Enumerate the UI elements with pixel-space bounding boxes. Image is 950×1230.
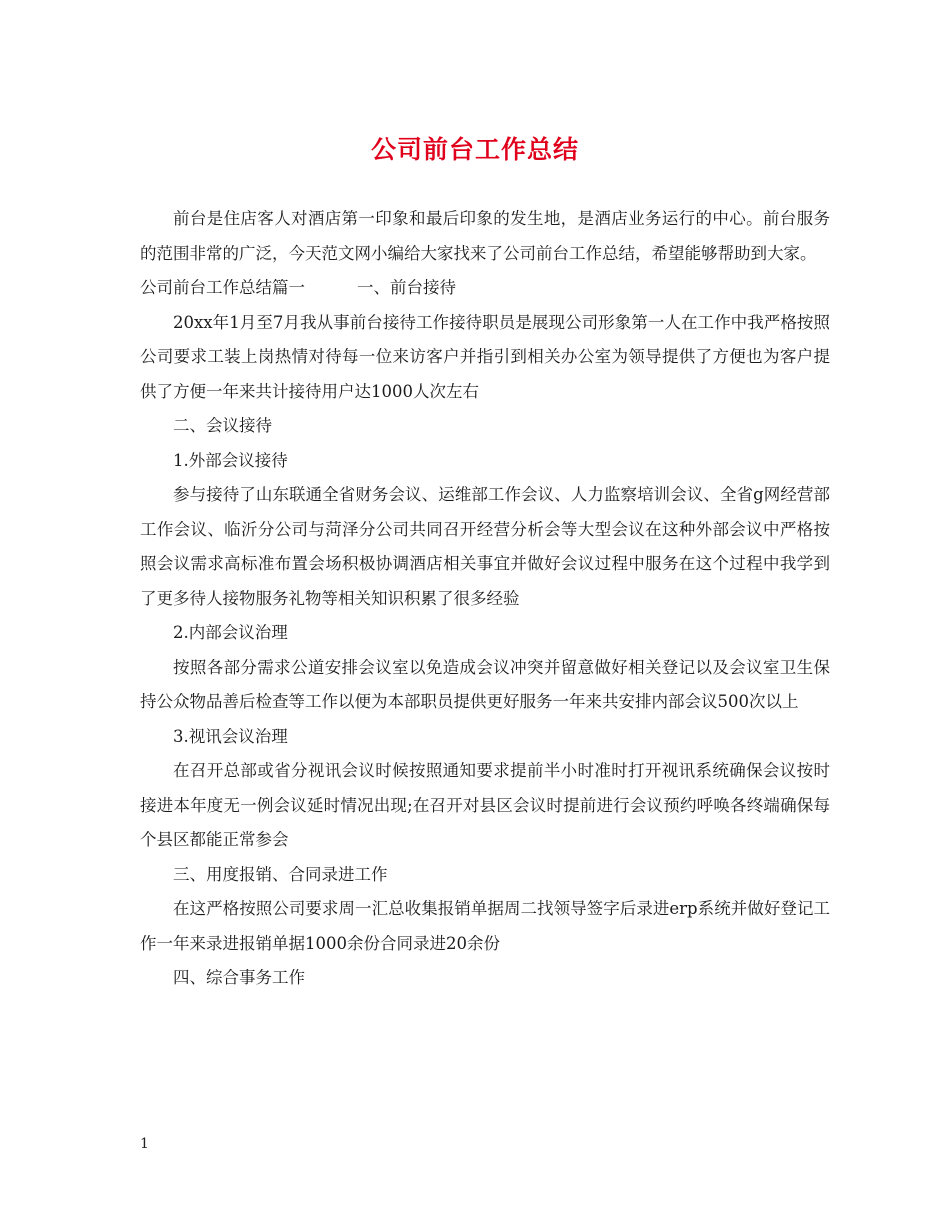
sub1-paragraph: 参与接待了山东联通全省财务会议、运维部工作会议、人力监察培训会议、全省g网经营部工作会议、临沂分公司与菏泽分公司共同召开经营分析会等大型会议在这种外部会议中严格按照会议需求高标准布置会场积极协调酒店相关事宜并做好会议过程中服务在这个过程中我学到了更多待人接物服务礼物等相关知识积累了很多经验 [140, 485, 830, 608]
section-label: 公司前台工作总结篇一 [140, 278, 305, 297]
sub3-heading: 3.视讯会议治理 [173, 726, 288, 746]
section-label-line [140, 271, 830, 306]
sub3-paragraph: 在召开总部或省分视讯会议时候按照通知要求提前半小时准时打开视讯系统确保会议按时接进本年度无一例会议延时情况出现;在召开对县区会议时提前进行会议预约呼唤各终端确保每个县区都能正常参会 [140, 761, 830, 849]
section3-paragraph: 在这严格按照公司要求周一汇总收集报销单据周二找领导签字后录进erp系统并做好登记工作一年来录进报销单据1000余份合同录进20余份 [140, 899, 830, 953]
sub2-heading: 2.内部会议治理 [173, 623, 288, 642]
page-number: 1 [140, 1136, 149, 1152]
section2-heading: 二、会议接待 [173, 416, 272, 435]
section1-heading: 一、前台接待 [357, 278, 456, 297]
document-title: 公司前台工作总结 [370, 135, 579, 164]
document-body [140, 202, 830, 996]
section4-heading: 四、综合事务工作 [173, 968, 305, 987]
sub1-heading: 1.外部会议接待 [173, 450, 288, 470]
intro-paragraph: 前台是住店客人对酒店第一印象和最后印象的发生地，是酒店业务运行的中心。前台服务的范围非常的广泛，今天范文网小编给大家找来了公司前台工作总结，希望能够帮助到大家。 [140, 209, 830, 263]
sub2-paragraph: 按照各部分需求公道安排会议室以免造成会议冲突并留意做好相关登记以及会议室卫生保持公众物品善后检查等工作以便为本部职员提供更好服务一年来共安排内部会议500次以上 [140, 657, 830, 711]
section3-heading: 三、用度报销、合同录进工作 [173, 864, 388, 884]
section1-paragraph: 20xx年1月至7月我从事前台接待工作接待职员是展现公司形象第一人在工作中我严格按照公司要求工装上岗热情对待每一位来访客户并指引到相关办公室为领导提供了方便也为客户提供了方便一年来共计接待用户达1000人次左右 [140, 312, 830, 401]
